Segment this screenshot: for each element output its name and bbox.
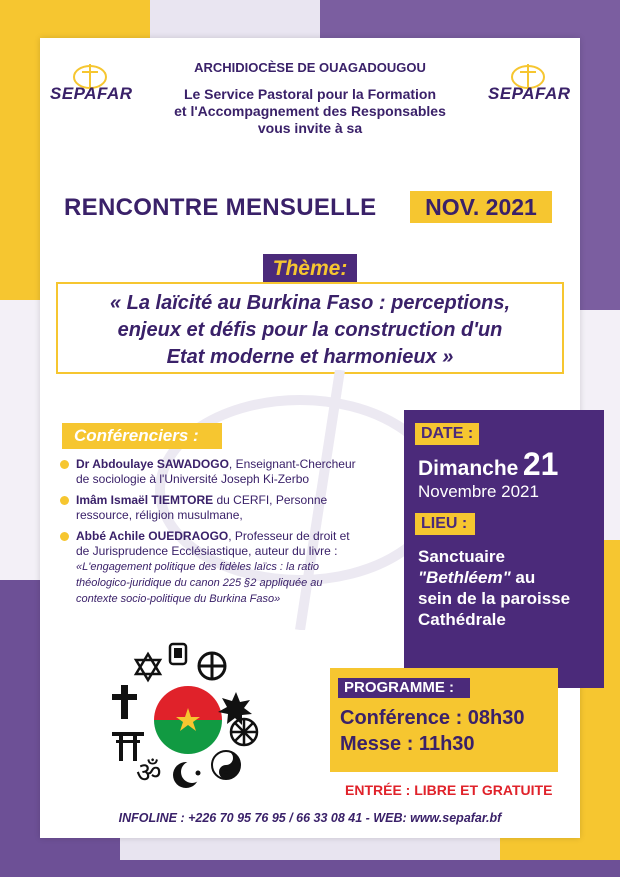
date-number: 21 [522, 446, 559, 482]
date-month-year: Novembre 2021 [418, 482, 539, 501]
speaker-desc: , Professeur de droit et [228, 529, 350, 543]
speaker-name: Imâm Ismaël TIEMTORE [76, 493, 214, 507]
theme-label: Thème: [263, 254, 357, 284]
location-line-4: Cathédrale [418, 610, 506, 629]
location-line-2b: au [510, 568, 536, 587]
date-value [418, 446, 558, 483]
crescent-star-icon [173, 761, 203, 788]
speakers-list [58, 457, 403, 607]
yin-yang-icon [212, 751, 240, 779]
footer-contact: INFOLINE : +226 70 95 76 95 / 66 33 08 41 - WEB: www.sepafar.bf [118, 811, 502, 825]
bullet-icon [60, 496, 69, 505]
date-label: DATE : [415, 423, 479, 445]
speaker-item [58, 457, 403, 487]
burkina-flag-icon [148, 684, 228, 756]
latin-cross-icon [112, 685, 137, 719]
theme-line-1: « La laïcité au Burkina Faso : perceptions, [109, 292, 511, 314]
entry-info: ENTRÉE : LIBRE ET GRATUITE [345, 782, 553, 798]
theme-line-2: enjeux et défis pour la construction d'un [117, 319, 503, 341]
hamsa-icon [170, 644, 186, 664]
speaker-desc-2: de sociologie à l'Université Joseph Ki-Zerbo [76, 472, 310, 486]
header-line-3: vous invite à sa [257, 120, 363, 136]
speaker-name: Dr Abdoulaye SAWADOGO [76, 457, 229, 471]
speakers-label: Conférenciers : [62, 423, 222, 449]
logo-left-text: SEPAFAR [50, 84, 133, 103]
location-label: LIEU : [415, 513, 475, 535]
header-invitation [140, 86, 480, 137]
theme-box [56, 282, 564, 374]
location-line-3: sein de la paroisse [418, 589, 571, 608]
logo-left [50, 62, 133, 104]
event-title: RENCONTRE MENSUELLE [64, 194, 377, 221]
header-line-2: et l'Accompagnement des Responsables [174, 103, 446, 119]
speaker-desc-2: ressource, réligion musulmane, [76, 508, 243, 522]
dharma-wheel-icon [231, 719, 257, 745]
event-month-badge: NOV. 2021 [410, 191, 552, 223]
location-value [418, 546, 598, 630]
location-line-1: Sanctuaire [418, 547, 505, 566]
speaker-item [58, 493, 403, 523]
programme-conference: Conférence : 08h30 [340, 707, 525, 729]
bg-purple-strip [0, 860, 620, 877]
logo-right-text: SEPAFAR [488, 84, 571, 103]
bg-light-block [150, 0, 320, 40]
theme-line-3: Etat moderne et harmonieux » [166, 346, 454, 368]
star-of-david-icon [136, 654, 160, 680]
date-day: Dimanche [418, 457, 519, 480]
speaker-item [58, 529, 403, 607]
speaker-desc: , Enseignant-Chercheur [228, 457, 356, 471]
bullet-icon [60, 460, 69, 469]
programme-schedule [340, 705, 525, 757]
speaker-desc: du CERFI, Personne [213, 493, 328, 507]
speaker-name: Abbé Achile OUEDRAOGO [76, 529, 229, 543]
wheel-cross-icon [199, 653, 225, 679]
book-title-line-2: théologico-juridique du canon 225 §2 appliquée au [76, 577, 323, 589]
programme-label: PROGRAMME : [338, 678, 470, 698]
book-title-line-3: contexte socio-politique du Burkina Faso» [76, 593, 281, 605]
programme-mass: Messe : 11h30 [340, 733, 475, 755]
speaker-desc-2: de Jurisprudence Ecclésiastique, auteur du livre : [76, 544, 338, 558]
religious-symbols-emblem [108, 640, 268, 800]
location-church-name: "Bethléem" [418, 568, 511, 587]
book-title-line-1: «L'engagement politique des fidèles laïcs : la ratio [76, 561, 320, 573]
bullet-icon [60, 532, 69, 541]
om-icon: ॐ [136, 756, 162, 789]
archdiocese-name: ARCHIDIOCÈSE DE OUAGADOUGOU [194, 60, 426, 75]
header-line-1: Le Service Pastoral pour la Formation [183, 86, 437, 102]
logo-right [488, 62, 571, 104]
